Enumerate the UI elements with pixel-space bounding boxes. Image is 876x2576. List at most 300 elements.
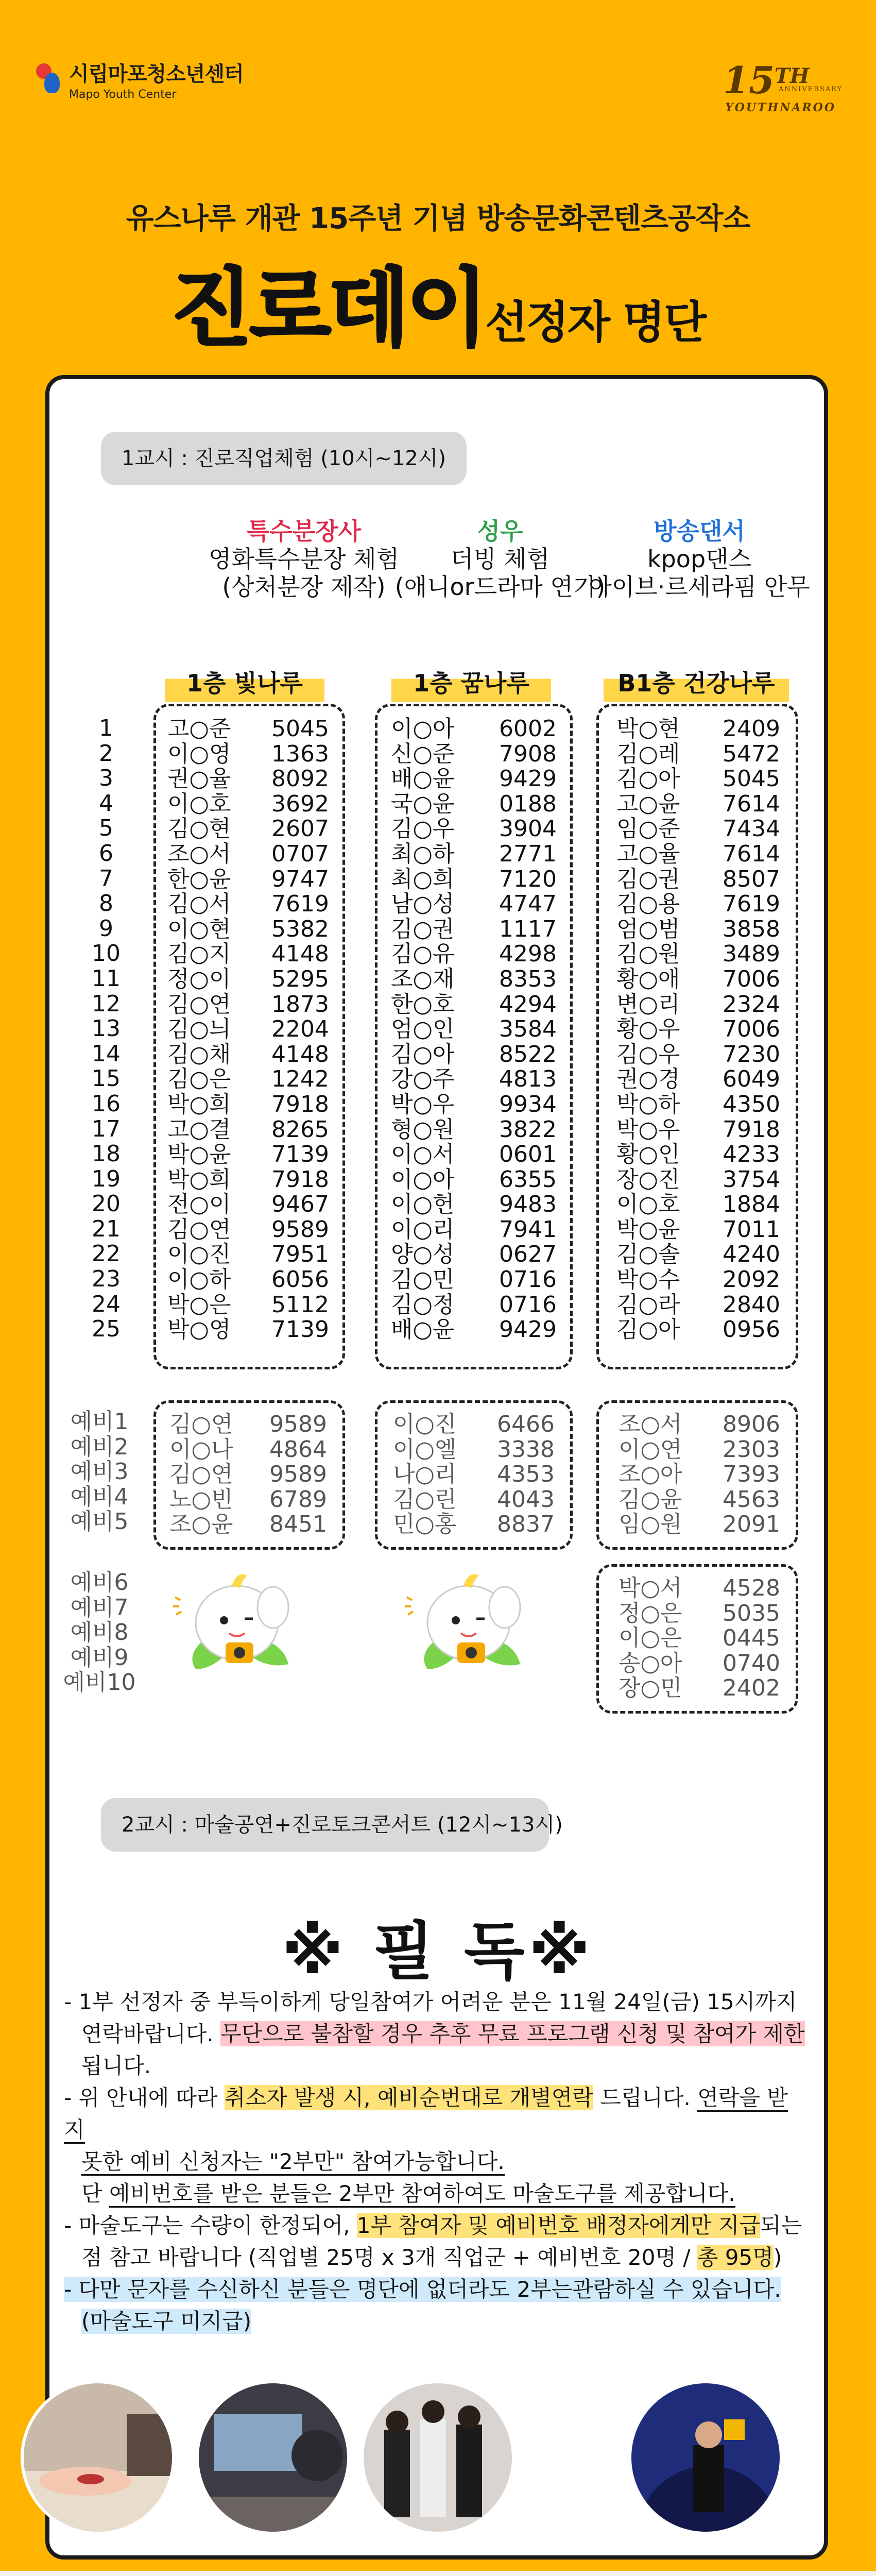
participant-code: 3692 xyxy=(271,790,329,817)
list-item xyxy=(619,1437,780,1463)
list-item xyxy=(167,1142,329,1167)
list-item xyxy=(167,1293,329,1318)
highlight: 1부 참여자 및 예비번호 배정자에게만 지급 xyxy=(356,2213,760,2238)
participant-code: 8092 xyxy=(271,766,329,792)
list-item xyxy=(393,1487,555,1513)
list-item xyxy=(616,1293,780,1318)
list-item xyxy=(616,1167,780,1193)
list-item xyxy=(391,1142,557,1167)
participant-code: 6049 xyxy=(723,1066,780,1093)
title-sub: 선정자 명단 xyxy=(485,297,706,348)
participant-code: 8451 xyxy=(269,1511,327,1538)
participant-code: 8353 xyxy=(499,965,557,992)
list-item xyxy=(169,1412,327,1437)
participant-code: 0627 xyxy=(499,1241,557,1268)
session1-pill: 1교시 : 진로직업체험 (10시~12시) xyxy=(101,432,467,485)
participant-code: 7120 xyxy=(499,866,557,892)
list-item xyxy=(616,1017,780,1042)
participant-code: 8906 xyxy=(723,1411,780,1437)
row-number: 23 xyxy=(92,1266,121,1293)
list-item xyxy=(167,1167,329,1193)
list-item xyxy=(167,867,329,892)
participant-code: 4813 xyxy=(499,1066,557,1093)
list-item xyxy=(619,1601,780,1626)
participant-name: 김○솔 xyxy=(616,1241,680,1268)
participant-code: 2303 xyxy=(723,1436,780,1463)
participant-code: 9467 xyxy=(271,1191,329,1218)
list-item xyxy=(167,717,329,742)
row-number: 15 xyxy=(92,1065,121,1092)
participant-code: 2607 xyxy=(271,816,329,842)
list-item xyxy=(167,1242,329,1267)
list-item xyxy=(167,1092,329,1117)
participant-name: 김○라 xyxy=(616,1291,680,1318)
participant-code: 6789 xyxy=(269,1486,327,1513)
list-item xyxy=(619,1626,780,1651)
list-item xyxy=(616,1142,780,1167)
list-box-1 xyxy=(153,704,345,1369)
list-item xyxy=(391,1317,557,1343)
participant-name: 박○은 xyxy=(167,1291,231,1318)
participant-code: 3584 xyxy=(499,1016,557,1043)
list-item xyxy=(167,1117,329,1143)
participant-name: 이○진 xyxy=(167,1241,231,1268)
reserve-label: 예비3 xyxy=(70,1459,129,1485)
anniv-th: TH xyxy=(775,64,810,88)
location-tag-2: 1층 꿈나루 xyxy=(391,665,551,702)
row-number: 6 xyxy=(99,840,113,867)
list-item xyxy=(393,1412,555,1437)
participant-code: 6355 xyxy=(499,1166,557,1193)
list-item xyxy=(619,1462,780,1487)
list-box-2 xyxy=(375,704,573,1369)
participant-name: 김○정 xyxy=(391,1291,455,1318)
participant-name: 이○현 xyxy=(167,916,231,942)
row-number: 9 xyxy=(99,915,113,942)
participant-name: 전○이 xyxy=(167,1191,231,1218)
participant-name: 엄○범 xyxy=(616,916,680,942)
participant-name: 형○원 xyxy=(391,1116,455,1143)
notice-block: - 1부 선정자 중 부득이하게 당일참여가 어려운 분은 11월 24일(금) 15시까지 연락바랍니다. 무단으로 불참할 경우 추후 무료 프로그램 신청 및 참여가 제한 됩니다. - 위 안내에 따라 취소자 발생 시, 예비순번대로 개별연락 드립니다. 연락을 받지 못한 예비 신청자는 "2부만" 참여가능합니다. 단 예비번호를 받은 분들은 2부만 참여하여도 마술도구를 제공합니다. - 마술도구는 수량이 한정되어, 1부 참여자 및 예비번호 배정자에게만 지급되는 점 참고 바랍니다 (직업별 25명 x 3개 직업군 + 예비번호 20명 / 총 95명) - 다만 문자를 수신하신 분들은 명단에 없더라도 2부는관람하실 수 있습니다. (마술도구 미지급) xyxy=(64,1986,805,2337)
list-item xyxy=(616,1067,780,1092)
participant-name: 김○연 xyxy=(167,1216,231,1243)
list-item xyxy=(167,917,329,942)
reserve-label: 예비7 xyxy=(70,1594,129,1621)
participant-code: 2840 xyxy=(723,1291,780,1318)
participant-name: 김○늬 xyxy=(167,1016,231,1043)
row-number: 18 xyxy=(92,1141,121,1167)
participant-code: 4864 xyxy=(269,1436,327,1463)
list-item xyxy=(616,1092,780,1117)
participant-name: 김○민 xyxy=(391,1266,455,1293)
participant-code: 5045 xyxy=(271,716,329,742)
participant-code: 4148 xyxy=(271,1041,329,1067)
participant-name: 양○성 xyxy=(391,1241,455,1268)
row-number: 3 xyxy=(99,765,113,792)
participant-name: 김○원 xyxy=(616,941,680,968)
list-item xyxy=(619,1676,780,1701)
org-name-ko: 시립마포청소년센터 xyxy=(69,62,244,86)
participant-name: 임○준 xyxy=(616,816,680,842)
mascot-icon xyxy=(402,1561,536,1674)
list-item xyxy=(167,1267,329,1293)
participant-code: 1117 xyxy=(499,916,557,942)
list-item xyxy=(391,917,557,942)
participant-name: 변○리 xyxy=(616,991,680,1018)
participant-name: 이○서 xyxy=(391,1141,455,1168)
participant-name: 고○결 xyxy=(167,1116,231,1143)
anniv-word: ANNIVERSARY xyxy=(779,86,843,93)
list-item xyxy=(391,867,557,892)
row-number: 7 xyxy=(99,865,113,892)
participant-code: 4563 xyxy=(723,1486,780,1513)
list-item xyxy=(391,942,557,967)
participant-name: 박○윤 xyxy=(167,1141,231,1168)
participant-name: 정○은 xyxy=(619,1600,682,1626)
row-number: 13 xyxy=(92,1015,121,1042)
participant-name: 김○린 xyxy=(393,1486,457,1513)
list-item xyxy=(169,1512,327,1537)
participant-code: 0716 xyxy=(499,1291,557,1318)
participant-name: 황○애 xyxy=(616,965,680,992)
participant-name: 나○리 xyxy=(393,1461,457,1488)
participant-code: 3822 xyxy=(499,1116,557,1143)
list-item xyxy=(616,1267,780,1293)
list-item xyxy=(167,992,329,1018)
list-item xyxy=(616,842,780,867)
row-number: 2 xyxy=(99,740,113,767)
title-main: 진로데이 xyxy=(170,259,485,358)
participant-code: 2324 xyxy=(723,991,780,1018)
participant-name: 장○민 xyxy=(619,1675,682,1702)
highlight: 취소자 발생 시, 예비순번대로 개별연락 xyxy=(225,2085,593,2110)
reserve-label: 예비6 xyxy=(70,1569,129,1596)
participant-code: 7011 xyxy=(723,1216,780,1243)
job-category: 특수분장사 xyxy=(246,517,362,545)
participant-name: 김○연 xyxy=(169,1461,233,1488)
participant-code: 7393 xyxy=(723,1461,780,1488)
reserve-label: 예비5 xyxy=(70,1509,129,1535)
reserve-label: 예비9 xyxy=(70,1644,129,1671)
participant-name: 이○연 xyxy=(619,1436,682,1463)
list-item xyxy=(167,742,329,767)
participant-name: 김○지 xyxy=(167,941,231,968)
participant-code: 5045 xyxy=(723,766,780,792)
participant-name: 고○율 xyxy=(616,840,680,867)
participant-name: 이○호 xyxy=(616,1191,680,1218)
row-numbers xyxy=(85,716,127,1342)
row-number: 19 xyxy=(92,1165,121,1192)
list-item xyxy=(391,1267,557,1293)
participant-name: 엄○인 xyxy=(391,1016,455,1043)
reserve-box-2 xyxy=(375,1400,573,1550)
list-item xyxy=(393,1512,555,1537)
participant-code: 1242 xyxy=(271,1066,329,1093)
location-tag-3: B1층 건강나루 xyxy=(604,665,789,702)
job-desc: 아이브·르세라핌 안무 xyxy=(589,573,810,601)
participant-name: 황○우 xyxy=(616,1016,680,1043)
participant-name: 노○빈 xyxy=(169,1486,233,1513)
participant-name: 고○윤 xyxy=(616,790,680,817)
notice-3: - 마술도구는 수량이 한정되어, 1부 참여자 및 예비번호 배정자에게만 지급되는 xyxy=(64,2213,802,2238)
participant-name: 이○엘 xyxy=(393,1436,457,1463)
participant-name: 김○연 xyxy=(167,991,231,1018)
list-item xyxy=(616,767,780,792)
list-item xyxy=(616,942,780,967)
participant-name: 배○윤 xyxy=(391,1316,455,1343)
participant-name: 이○진 xyxy=(393,1411,457,1437)
job-category: 성우 xyxy=(477,517,523,545)
row-number: 16 xyxy=(92,1090,121,1117)
list-item xyxy=(616,1217,780,1243)
participant-code: 6002 xyxy=(499,716,557,742)
row-number: 21 xyxy=(92,1215,121,1242)
participant-name: 김○현 xyxy=(167,816,231,842)
page-title xyxy=(0,240,876,362)
reserve-label: 예비4 xyxy=(70,1483,129,1510)
list-box-3 xyxy=(596,704,798,1369)
list-item xyxy=(616,967,780,992)
participant-name: 김○우 xyxy=(391,816,455,842)
list-item xyxy=(391,1042,557,1067)
participant-code: 7918 xyxy=(271,1091,329,1117)
list-item xyxy=(391,1117,557,1143)
participant-code: 4043 xyxy=(497,1486,555,1513)
participant-name: 김○은 xyxy=(167,1066,231,1093)
participant-name: 김○권 xyxy=(616,866,680,892)
participant-code: 0188 xyxy=(499,790,557,817)
participant-code: 4240 xyxy=(723,1241,780,1268)
participant-code: 7619 xyxy=(723,891,780,918)
participant-name: 김○아 xyxy=(391,1041,455,1067)
participant-name: 최○하 xyxy=(391,840,455,867)
participant-name: 조○재 xyxy=(391,965,455,992)
list-item xyxy=(616,717,780,742)
list-item xyxy=(167,1067,329,1092)
participant-code: 7230 xyxy=(723,1041,780,1067)
participant-code: 2771 xyxy=(499,840,557,867)
participant-code: 7941 xyxy=(499,1216,557,1243)
must-read-heading: ※ 필 독※ xyxy=(282,1915,594,1988)
participant-code: 0740 xyxy=(723,1650,780,1676)
reserve-box-4 xyxy=(596,1564,798,1714)
participant-code: 2091 xyxy=(723,1511,780,1538)
participant-name: 김○채 xyxy=(167,1041,231,1067)
participant-code: 3858 xyxy=(723,916,780,942)
participant-name: 장○진 xyxy=(616,1166,680,1193)
list-item xyxy=(391,792,557,817)
participant-name: 김○유 xyxy=(391,941,455,968)
participant-code: 0707 xyxy=(271,840,329,867)
photo-dance xyxy=(360,2380,515,2535)
participant-code: 1884 xyxy=(723,1191,780,1218)
list-item xyxy=(391,1217,557,1243)
list-item xyxy=(167,892,329,917)
org-name-en: Mapo Youth Center xyxy=(69,88,177,101)
list-item xyxy=(616,1117,780,1143)
anniv-number: 15 xyxy=(723,58,775,102)
participant-code: 0601 xyxy=(499,1141,557,1168)
list-item xyxy=(391,992,557,1018)
participant-name: 남○성 xyxy=(391,891,455,918)
participant-code: 2092 xyxy=(723,1266,780,1293)
reserve-label: 예비2 xyxy=(70,1433,129,1460)
job-desc: (애니or드라마 연기) xyxy=(394,573,606,601)
reserve-label: 예비8 xyxy=(70,1619,129,1646)
mascot-icon xyxy=(170,1561,304,1674)
participant-code: 0445 xyxy=(723,1625,780,1652)
session2-pill: 2교시 : 마술공연+진로토크콘서트 (12시~13시) xyxy=(101,1798,549,1852)
list-item xyxy=(167,1192,329,1217)
list-item xyxy=(167,1017,329,1042)
list-item xyxy=(616,817,780,842)
list-item xyxy=(169,1437,327,1463)
participant-code: 0956 xyxy=(723,1316,780,1343)
anniversary-logo xyxy=(723,58,843,118)
participant-code: 4298 xyxy=(499,941,557,968)
list-item xyxy=(391,742,557,767)
participant-name: 박○윤 xyxy=(616,1216,680,1243)
list-item xyxy=(616,1242,780,1267)
list-item xyxy=(169,1462,327,1487)
list-item xyxy=(391,817,557,842)
list-item xyxy=(616,917,780,942)
participant-code: 5472 xyxy=(723,740,780,767)
list-item xyxy=(391,717,557,742)
participant-name: 이○아 xyxy=(391,1166,455,1193)
participant-name: 박○현 xyxy=(616,716,680,742)
list-item xyxy=(616,792,780,817)
participant-code: 5035 xyxy=(723,1600,780,1626)
participant-name: 이○리 xyxy=(391,1216,455,1243)
participant-code: 3338 xyxy=(497,1436,555,1463)
list-item xyxy=(619,1512,780,1537)
job-header-3 xyxy=(576,517,823,601)
row-number: 17 xyxy=(92,1115,121,1142)
row-number: 22 xyxy=(92,1241,121,1267)
list-item xyxy=(393,1462,555,1487)
participant-name: 한○윤 xyxy=(167,866,231,892)
participant-code: 4233 xyxy=(723,1141,780,1168)
job-desc: kpop댄스 xyxy=(647,545,752,573)
participant-code: 2402 xyxy=(723,1675,780,1702)
participant-code: 7006 xyxy=(723,1016,780,1043)
list-item xyxy=(616,992,780,1018)
row-number: 10 xyxy=(92,940,121,967)
participant-code: 8522 xyxy=(499,1041,557,1067)
participant-code: 1363 xyxy=(271,740,329,767)
participant-code: 9429 xyxy=(499,766,557,792)
participant-code: 6056 xyxy=(271,1266,329,1293)
participant-code: 9934 xyxy=(499,1091,557,1117)
participant-code: 0716 xyxy=(499,1266,557,1293)
participant-code: 7139 xyxy=(271,1316,329,1343)
participant-name: 김○레 xyxy=(616,740,680,767)
reserve-labels-2 xyxy=(61,1570,138,1696)
participant-name: 조○서 xyxy=(619,1411,682,1437)
participant-name: 최○희 xyxy=(391,866,455,892)
participant-name: 김○윤 xyxy=(619,1486,682,1513)
row-number: 4 xyxy=(99,790,113,817)
center-logo xyxy=(34,58,244,101)
participant-code: 7139 xyxy=(271,1141,329,1168)
participant-code: 4747 xyxy=(499,891,557,918)
list-item xyxy=(167,1317,329,1343)
list-item xyxy=(167,792,329,817)
list-item xyxy=(619,1651,780,1676)
participant-name: 김○아 xyxy=(616,1316,680,1343)
row-number: 1 xyxy=(99,715,113,741)
participant-code: 4350 xyxy=(723,1091,780,1117)
highlight: 무단으로 불참할 경우 추후 무료 프로그램 신청 및 참여가 제한 xyxy=(220,2021,805,2046)
participant-name: 이○하 xyxy=(167,1266,231,1293)
job-desc: 영화특수분장 체험 xyxy=(208,545,400,573)
participant-name: 김○우 xyxy=(616,1041,680,1067)
participant-name: 이○헌 xyxy=(391,1191,455,1218)
participant-name: 조○아 xyxy=(619,1461,682,1488)
list-item xyxy=(616,1192,780,1217)
participant-code: 5382 xyxy=(271,916,329,942)
row-number: 24 xyxy=(92,1291,121,1317)
job-desc: (상처분장 제작) xyxy=(222,573,386,601)
participant-name: 정○이 xyxy=(167,965,231,992)
list-item xyxy=(616,1317,780,1343)
participant-code: 6466 xyxy=(497,1411,555,1437)
notice-4: - 다만 문자를 수신하신 분들은 명단에 없더라도 2부는관람하실 수 있습니다. xyxy=(64,2277,781,2302)
participant-code: 7908 xyxy=(499,740,557,767)
participant-code: 3489 xyxy=(723,941,780,968)
participant-code: 8265 xyxy=(271,1116,329,1143)
participant-name: 조○윤 xyxy=(169,1511,233,1538)
list-item xyxy=(619,1487,780,1513)
list-item xyxy=(167,1042,329,1067)
participant-code: 7619 xyxy=(271,891,329,918)
row-number: 25 xyxy=(92,1316,121,1343)
reserve-label: 예비10 xyxy=(63,1669,136,1696)
participant-code: 5112 xyxy=(271,1291,329,1318)
list-item xyxy=(391,1293,557,1318)
participant-code: 2409 xyxy=(723,716,780,742)
participant-name: 고○준 xyxy=(167,716,231,742)
participant-name: 박○하 xyxy=(616,1091,680,1117)
participant-code: 3754 xyxy=(723,1166,780,1193)
list-item xyxy=(393,1437,555,1463)
participant-name: 강○주 xyxy=(391,1066,455,1093)
participant-code: 2204 xyxy=(271,1016,329,1043)
list-item xyxy=(391,892,557,917)
participant-name: 임○원 xyxy=(619,1511,682,1538)
participant-name: 한○호 xyxy=(391,991,455,1018)
participant-name: 김○서 xyxy=(167,891,231,918)
notice-1: - 1부 선정자 중 부득이하게 당일참여가 어려운 분은 11월 24일(금) 15시까지 xyxy=(64,1989,797,2014)
list-item xyxy=(619,1412,780,1437)
reserve-labels xyxy=(61,1410,138,1535)
participant-code: 7918 xyxy=(723,1116,780,1143)
participant-code: 7614 xyxy=(723,840,780,867)
participant-name: 송○아 xyxy=(619,1650,682,1676)
participant-code: 9747 xyxy=(271,866,329,892)
photo-dubbing xyxy=(196,2380,350,2535)
participant-name: 박○서 xyxy=(619,1575,682,1601)
participant-name: 배○윤 xyxy=(391,766,455,792)
participant-name: 김○권 xyxy=(391,916,455,942)
list-item xyxy=(616,742,780,767)
participant-name: 박○희 xyxy=(167,1166,231,1193)
location-tag-1: 1층 빛나루 xyxy=(165,665,324,702)
participant-name: 박○수 xyxy=(616,1266,680,1293)
participant-name: 박○희 xyxy=(167,1091,231,1117)
participant-name: 박○영 xyxy=(167,1316,231,1343)
